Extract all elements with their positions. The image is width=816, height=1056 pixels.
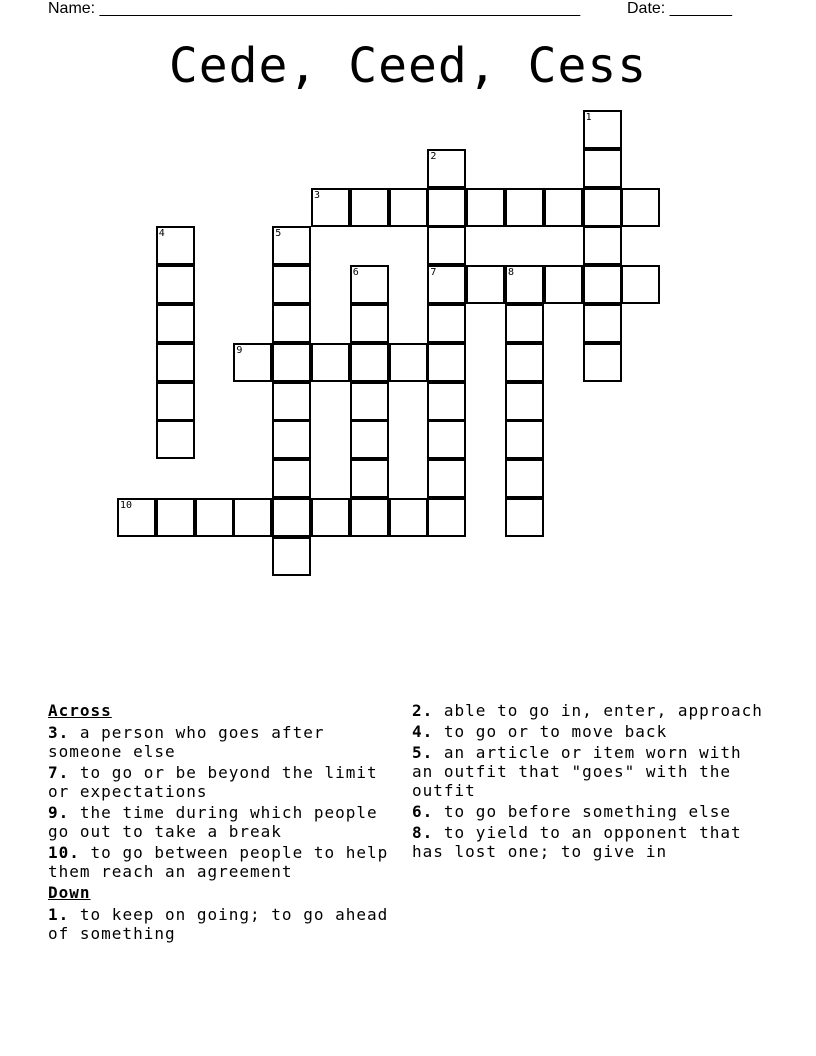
clue-down-4 — [412, 722, 772, 741]
crossword-cell[interactable] — [117, 498, 156, 537]
clue-across-7 — [48, 763, 398, 801]
crossword-cell[interactable] — [505, 459, 544, 498]
clue-text: to go between people to help them reach an agreement — [48, 843, 389, 881]
clue-text: able to go in, enter, approach — [443, 701, 763, 720]
crossword-cell[interactable] — [427, 382, 466, 421]
date-field[interactable]: Date: _______ — [627, 0, 732, 17]
cell-number: 2 — [430, 150, 437, 162]
crossword-cell[interactable] — [156, 343, 195, 382]
crossword-cell[interactable] — [389, 188, 428, 227]
clue-text: to keep on going; to go ahead of something — [48, 905, 389, 943]
crossword-cell[interactable] — [350, 459, 389, 498]
clue-text: to go or be beyond the limit or expectations — [48, 763, 378, 801]
cell-number: 8 — [508, 267, 515, 279]
crossword-cell[interactable] — [156, 265, 195, 304]
crossword-cell[interactable] — [156, 382, 195, 421]
crossword-cell[interactable] — [350, 304, 389, 343]
crossword-cell[interactable] — [272, 265, 311, 304]
clue-number: 10. — [48, 843, 80, 862]
crossword-cell[interactable] — [505, 382, 544, 421]
clue-number: 4. — [412, 722, 434, 741]
clue-number: 8. — [412, 823, 434, 842]
crossword-cell[interactable] — [583, 343, 622, 382]
clues-left-column — [48, 701, 398, 945]
crossword-cell[interactable] — [427, 343, 466, 382]
crossword-cell[interactable] — [544, 265, 583, 304]
crossword-cell[interactable] — [466, 188, 505, 227]
crossword-cell[interactable] — [427, 498, 466, 537]
crossword-cell[interactable] — [505, 265, 544, 304]
crossword-cell[interactable] — [350, 498, 389, 537]
crossword-cell[interactable] — [427, 188, 466, 227]
clue-across-9 — [48, 803, 398, 841]
cell-number: 9 — [236, 344, 243, 356]
clue-down-5 — [412, 743, 772, 800]
page-title: Cede, Ceed, Cess — [168, 38, 648, 94]
crossword-cell[interactable] — [233, 343, 272, 382]
crossword-cell[interactable] — [272, 420, 311, 459]
crossword-cell[interactable] — [621, 265, 660, 304]
crossword-cell[interactable] — [311, 188, 350, 227]
cell-number: 10 — [120, 500, 133, 511]
down-heading: Down — [48, 883, 91, 902]
clue-down-8 — [412, 823, 772, 861]
crossword-cell[interactable] — [505, 420, 544, 459]
across-heading: Across — [48, 701, 112, 720]
crossword-cell[interactable] — [505, 188, 544, 227]
clue-across-10 — [48, 843, 398, 881]
clue-number: 7. — [48, 763, 70, 782]
crossword-cell[interactable] — [311, 498, 350, 537]
clues-right-column — [412, 701, 772, 863]
cell-number: 3 — [314, 189, 321, 201]
crossword-cell[interactable] — [156, 226, 195, 265]
crossword-cell[interactable] — [350, 188, 389, 227]
cell-number: 4 — [158, 228, 165, 240]
crossword-cell[interactable] — [544, 188, 583, 227]
crossword-cell[interactable] — [427, 420, 466, 459]
crossword-cell[interactable] — [621, 188, 660, 227]
crossword-cell[interactable] — [505, 343, 544, 382]
clue-across-3 — [48, 723, 398, 761]
clue-text: to go or to move back — [443, 722, 668, 741]
crossword-cell[interactable] — [272, 537, 311, 576]
clue-text: to go before something else — [443, 802, 731, 821]
cell-number: 6 — [352, 267, 359, 279]
cell-number: 7 — [430, 267, 437, 279]
crossword-cell[interactable] — [272, 459, 311, 498]
clue-down-6 — [412, 802, 772, 821]
crossword-cell[interactable] — [233, 498, 272, 537]
cell-number: 1 — [585, 112, 592, 123]
crossword-cell[interactable] — [350, 343, 389, 382]
name-field[interactable]: Name: ______________________________________________________ — [48, 0, 581, 17]
clue-text: to yield to an opponent that has lost one; to give in — [412, 823, 742, 861]
clue-number: 1. — [48, 905, 70, 924]
crossword-cell[interactable] — [427, 226, 466, 265]
crossword-cell[interactable] — [350, 382, 389, 421]
crossword-cell[interactable] — [311, 343, 350, 382]
crossword-cell[interactable] — [505, 304, 544, 343]
crossword-cell[interactable] — [156, 420, 195, 459]
crossword-cell[interactable] — [583, 226, 622, 265]
crossword-cell[interactable] — [156, 304, 195, 343]
crossword-cell[interactable] — [195, 498, 234, 537]
crossword-cell[interactable] — [156, 498, 195, 537]
crossword-cell[interactable] — [350, 420, 389, 459]
crossword-cell[interactable] — [583, 188, 622, 227]
crossword-cell[interactable] — [427, 265, 466, 304]
clue-text: a person who goes after someone else — [48, 723, 325, 761]
clue-number: 3. — [48, 723, 70, 742]
crossword-cell[interactable] — [583, 265, 622, 304]
clue-text: an article or item worn with an outfit that "goes" with the outfit — [412, 743, 742, 800]
clue-down-2 — [412, 701, 772, 720]
clue-text: the time during which people go out to take a break — [48, 803, 378, 841]
crossword-cell[interactable] — [272, 226, 311, 265]
crossword-cell[interactable] — [272, 498, 311, 537]
crossword-cell[interactable] — [272, 343, 311, 382]
crossword-cell[interactable] — [350, 265, 389, 304]
clue-down-1 — [48, 905, 398, 943]
clue-number: 9. — [48, 803, 70, 822]
crossword-cell[interactable] — [389, 343, 428, 382]
crossword-cell[interactable] — [389, 498, 428, 537]
crossword-cell[interactable] — [583, 110, 622, 149]
crossword-cell[interactable] — [427, 459, 466, 498]
clue-number: 2. — [412, 701, 434, 720]
crossword-cell[interactable] — [583, 304, 622, 343]
crossword-cell[interactable] — [505, 498, 544, 537]
clue-number: 5. — [412, 743, 434, 762]
crossword-cell[interactable] — [466, 265, 505, 304]
crossword-cell[interactable] — [427, 149, 466, 188]
crossword-cell[interactable] — [272, 382, 311, 421]
crossword-cell[interactable] — [427, 304, 466, 343]
cell-number: 5 — [275, 228, 282, 240]
clue-number: 6. — [412, 802, 434, 821]
crossword-cell[interactable] — [583, 149, 622, 188]
crossword-cell[interactable] — [272, 304, 311, 343]
